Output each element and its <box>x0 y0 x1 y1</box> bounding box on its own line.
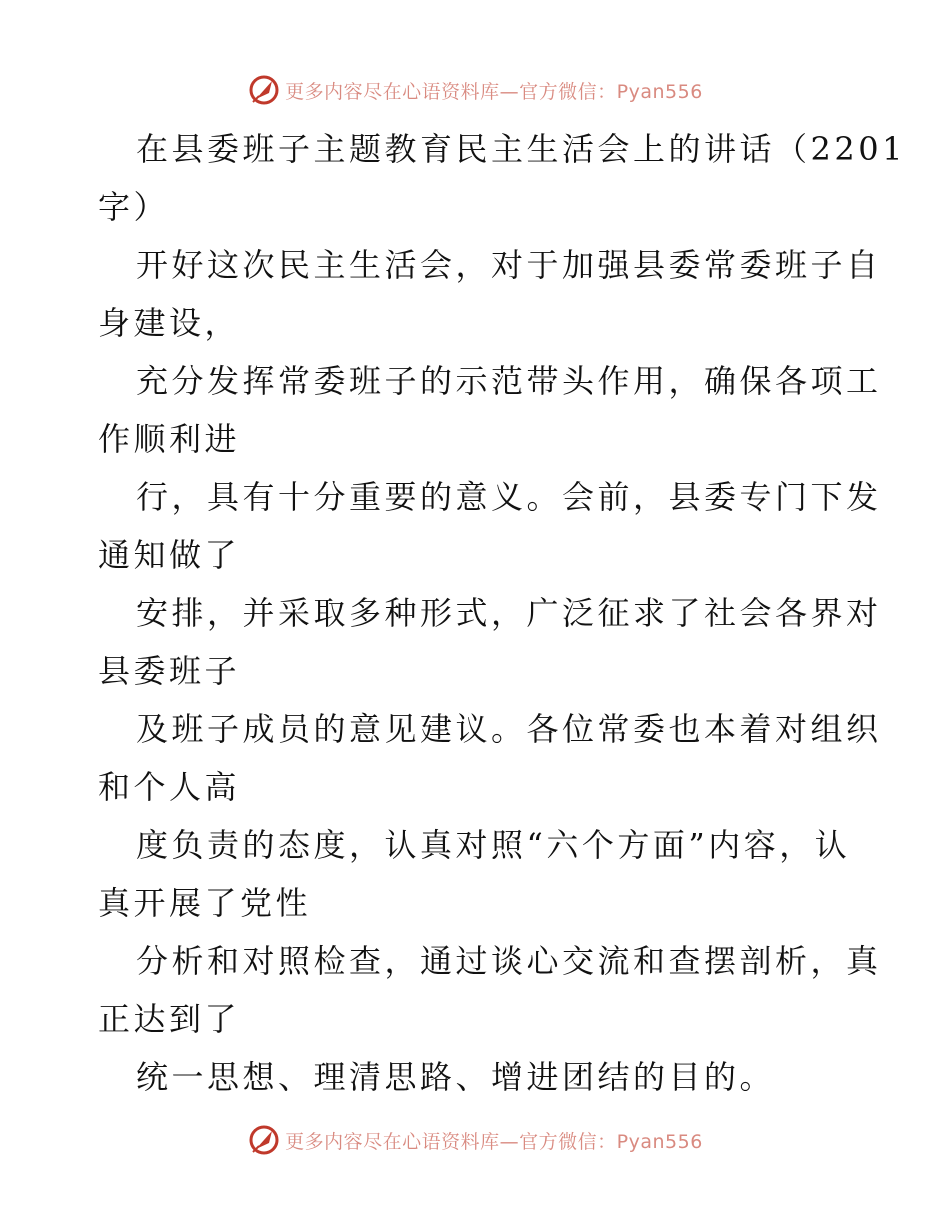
text-line: 正达到了 <box>98 1000 241 1038</box>
text-line: 通知做了 <box>98 536 241 574</box>
text-line: 开好这次民主生活会，对于加强县委常委班子自 <box>136 246 882 284</box>
text-line: 字） <box>98 188 170 226</box>
text-line: 在县委班子主题教育民主生活会上的讲话（2201 <box>136 130 906 168</box>
text-line: 和个人高 <box>98 768 241 806</box>
quill-logo-icon <box>247 73 281 107</box>
text-line: 及班子成员的意见建议。各位常委也本着对组织 <box>136 710 882 748</box>
text-line: 作顺利进 <box>98 420 241 458</box>
header-watermark <box>0 70 950 110</box>
document-body <box>98 120 906 1106</box>
watermark-text: 更多内容尽在心语资料库—官方微信：Pyan556 <box>285 80 703 103</box>
text-line: 充分发挥常委班子的示范带头作用，确保各项工 <box>136 362 882 400</box>
footer-watermark <box>0 1120 950 1160</box>
text-line: 分析和对照检查，通过谈心交流和查摆剖析，真 <box>136 942 882 980</box>
text-line: 度负责的态度，认真对照“六个方面”内容，认 <box>136 826 851 864</box>
text-line: 县委班子 <box>98 652 241 690</box>
text-line: 统一思想、理清思路、增进团结的目的。 <box>136 1058 776 1096</box>
text-line: 安排，并采取多种形式，广泛征求了社会各界对 <box>136 594 882 632</box>
text-line: 身建设， <box>98 304 241 342</box>
text-line: 真开展了党性 <box>98 884 312 922</box>
quill-logo-icon <box>247 1123 281 1157</box>
text-line: 行，具有十分重要的意义。会前，县委专门下发 <box>136 478 882 516</box>
watermark-text: 更多内容尽在心语资料库—官方微信：Pyan556 <box>285 1130 703 1153</box>
